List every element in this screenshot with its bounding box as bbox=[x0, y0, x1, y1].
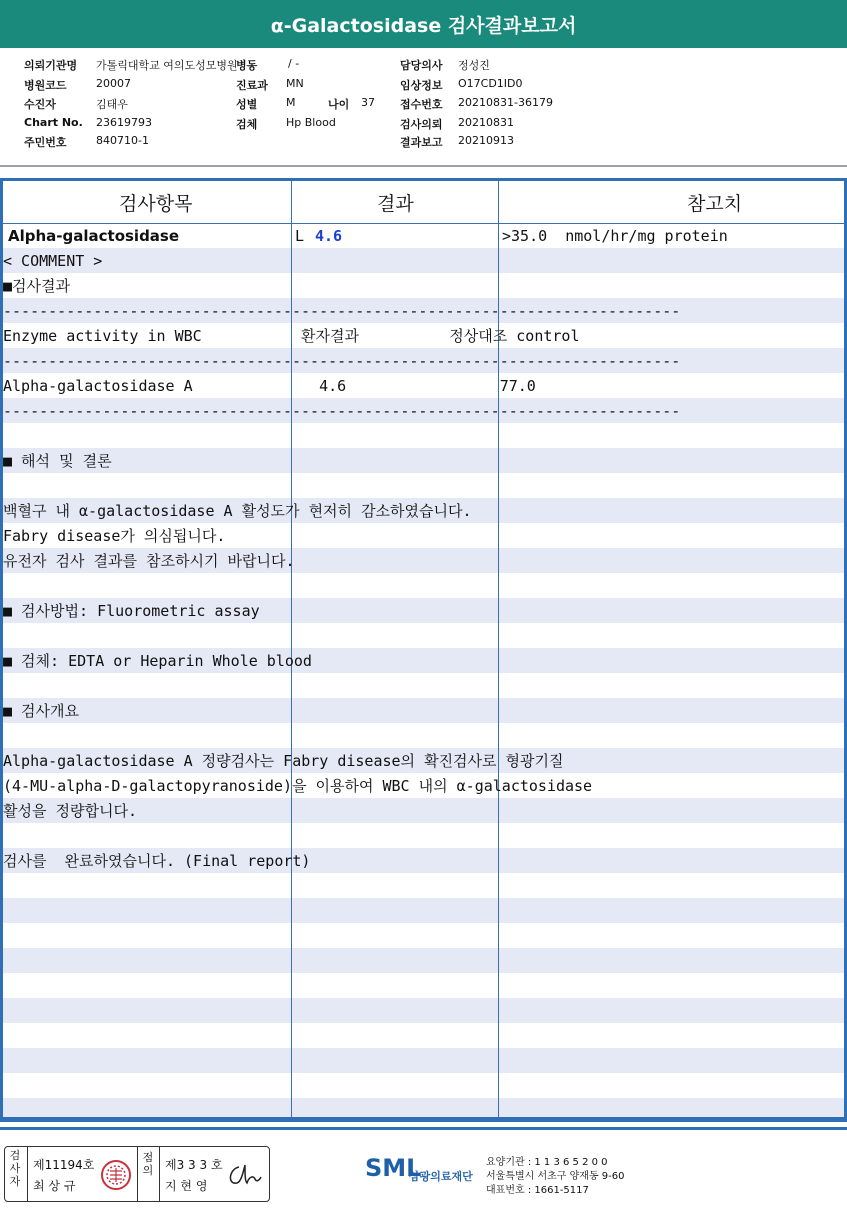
row-stripe bbox=[3, 1048, 847, 1073]
sex-value: M bbox=[286, 96, 296, 109]
chart-label: Chart No. bbox=[24, 116, 83, 129]
report-date-label: 결과보고 bbox=[400, 136, 443, 149]
row-stripe bbox=[3, 873, 847, 898]
age-value: 37 bbox=[361, 96, 375, 109]
care-institution-no: 요양기관 : 1 1 3 6 5 2 0 0 bbox=[486, 1157, 608, 1168]
table-header bbox=[3, 181, 847, 224]
row-stripe bbox=[3, 998, 847, 1023]
logo-mark: SML bbox=[365, 1154, 422, 1182]
row-stripe bbox=[3, 698, 847, 723]
specimen-value: Hp Blood bbox=[286, 116, 336, 129]
footer-divider bbox=[0, 1127, 847, 1130]
request-value: 20210831 bbox=[458, 116, 514, 129]
comment-line: 유전자 검사 결과를 참조하시기 바랍니다. bbox=[3, 552, 295, 570]
comment-line: Enzyme activity in WBC 환자결과 정상대조 control bbox=[3, 327, 580, 345]
chart-value: 23619793 bbox=[96, 116, 152, 129]
tester-name: 최 상 규 bbox=[33, 1179, 76, 1193]
row-stripe bbox=[3, 248, 847, 273]
sign-divider bbox=[159, 1147, 160, 1201]
ward-value: / - bbox=[288, 57, 300, 70]
row-stripe bbox=[3, 723, 847, 748]
doctor-value: 정성진 bbox=[458, 59, 490, 72]
row-stripe bbox=[3, 973, 847, 998]
seal-icon bbox=[100, 1159, 132, 1191]
row-stripe bbox=[3, 423, 847, 448]
reference-range: >35.0 nmol/hr/mg protein bbox=[502, 227, 728, 245]
dept-label: 진료과 bbox=[236, 79, 268, 92]
age-label: 나이 bbox=[328, 98, 350, 111]
comment-line: Alpha-galactosidase A 4.6 77.0 bbox=[3, 377, 536, 395]
hospital-code-value: 20007 bbox=[96, 77, 131, 90]
reviewer-license-no: 제3 3 3 호 bbox=[165, 1158, 223, 1172]
row-stripe bbox=[3, 1073, 847, 1098]
comment-line: ■검사결과 bbox=[3, 277, 70, 295]
comment-line: ■ 해석 및 결론 bbox=[3, 452, 112, 470]
sex-label: 성별 bbox=[236, 98, 258, 111]
reviewer-label: 점의 bbox=[142, 1151, 154, 1177]
header-divider bbox=[291, 181, 292, 223]
header-reference: 참고치 bbox=[687, 193, 743, 215]
row-stripe bbox=[3, 623, 847, 648]
resident-value: 840710-1 bbox=[96, 134, 149, 147]
header-result: 결과 bbox=[377, 193, 414, 215]
sml-logo bbox=[365, 1150, 485, 1196]
patient-info bbox=[0, 50, 847, 168]
comment-line: < COMMENT > bbox=[3, 252, 103, 270]
comment-line: Alpha-galactosidase A 정량검사는 Fabry disease의 확진검사로 형광기질 bbox=[3, 752, 564, 770]
row-stripe bbox=[3, 1098, 847, 1122]
request-label: 검사의뢰 bbox=[400, 118, 443, 131]
result-table bbox=[0, 178, 847, 1122]
institution-label: 의뢰기관명 bbox=[24, 59, 78, 72]
dept-value: MN bbox=[286, 77, 304, 90]
clinical-label: 임상정보 bbox=[400, 79, 443, 92]
specimen-label: 검체 bbox=[236, 118, 258, 131]
sign-divider bbox=[27, 1147, 28, 1201]
ward-label: 병동 bbox=[236, 59, 258, 72]
row-stripe bbox=[3, 673, 847, 698]
info-divider bbox=[0, 165, 847, 167]
row-stripe bbox=[3, 823, 847, 848]
logo-org-name: 삼광의료재단 bbox=[409, 1170, 473, 1183]
tester-license-no: 제11194호 bbox=[33, 1158, 95, 1172]
comment-line: --------------------------------------------------------------------------- bbox=[3, 402, 681, 420]
institution-value: 가톨릭대학교 여의도성모병원 bbox=[96, 59, 238, 72]
hospital-code-label: 병원코드 bbox=[24, 79, 67, 92]
signature-box bbox=[4, 1146, 270, 1202]
comment-line: ■ 검사개요 bbox=[3, 702, 80, 720]
comment-line: 백혈구 내 α-galactosidase A 활성도가 현저히 감소하였습니다. bbox=[3, 502, 472, 520]
comment-line: ■ 검체: EDTA or Heparin Whole blood bbox=[3, 652, 312, 670]
row-stripe bbox=[3, 473, 847, 498]
reviewer-name: 지 현 영 bbox=[165, 1179, 208, 1193]
receipt-value: 20210831-36179 bbox=[458, 96, 553, 109]
report-date-value: 20210913 bbox=[458, 134, 514, 147]
comment-line: Fabry disease가 의심됩니다. bbox=[3, 527, 226, 545]
row-stripe bbox=[3, 1023, 847, 1048]
comment-line: --------------------------------------------------------------------------- bbox=[3, 352, 681, 370]
row-stripe bbox=[3, 898, 847, 923]
comment-line: (4-MU-alpha-D-galactopyranoside)을 이용하여 WBC 내의 α-galactosidase bbox=[3, 777, 593, 795]
clinical-value: O17CD1ID0 bbox=[458, 77, 523, 90]
result-value: 4.6 bbox=[315, 227, 343, 245]
row-stripe bbox=[3, 448, 847, 473]
institution-info bbox=[486, 1156, 625, 1198]
sign-divider bbox=[137, 1147, 138, 1201]
result-flag: L bbox=[295, 227, 305, 245]
row-stripe bbox=[3, 923, 847, 948]
row-stripe bbox=[3, 273, 847, 298]
report-title: α-Galactosidase 검사결과보고서 bbox=[0, 0, 847, 48]
receipt-label: 접수번호 bbox=[400, 98, 443, 111]
row-stripe bbox=[3, 573, 847, 598]
signature-icon bbox=[225, 1159, 265, 1191]
comment-line: 활성을 정량합니다. bbox=[3, 802, 137, 820]
header-divider bbox=[498, 181, 499, 223]
phone-number: 대표번호 : 1661-5117 bbox=[486, 1185, 589, 1196]
doctor-label: 담당의사 bbox=[400, 59, 443, 72]
comment-line: ■ 검사방법: Fluorometric assay bbox=[3, 602, 260, 620]
examinee-label: 수진자 bbox=[24, 98, 56, 111]
header-test-item: 검사항목 bbox=[119, 193, 193, 215]
examinee-value: 김태우 bbox=[96, 98, 128, 111]
row-stripe bbox=[3, 948, 847, 973]
tester-label: 검사자 bbox=[9, 1149, 21, 1188]
comment-line: --------------------------------------------------------------------------- bbox=[3, 302, 681, 320]
resident-label: 주민번호 bbox=[24, 136, 67, 149]
test-item-name: Alpha-galactosidase bbox=[8, 227, 180, 245]
address: 서울특별시 서초구 양재동 9-60 bbox=[486, 1171, 625, 1182]
comment-line: 검사를 완료하였습니다. (Final report) bbox=[3, 852, 311, 870]
